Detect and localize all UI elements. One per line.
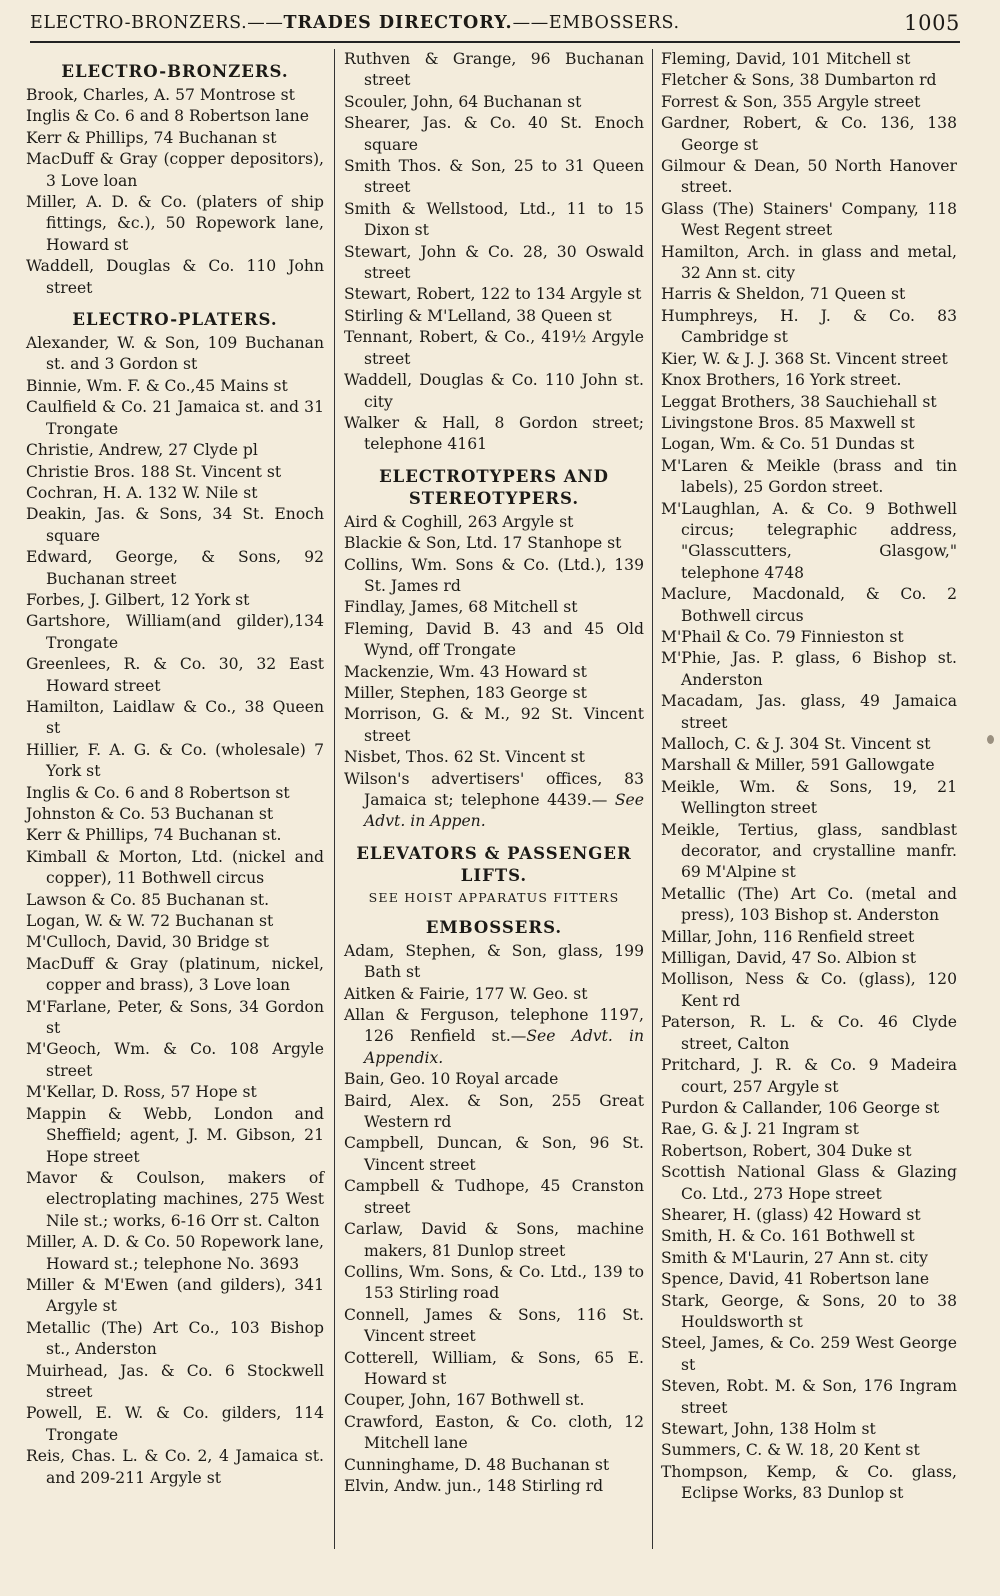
elevators-heading-line-2: LIFTS. [460,865,528,885]
directory-entry: Stewart, John, 138 Holm st [661,1420,876,1438]
directory-entry: Hamilton, Arch. in glass and metal, 32 Ann st. city [661,242,957,283]
directory-entry: Smith, H. & Co. 161 Bothwell st [661,1227,915,1246]
directory-entry: M'Laren & Meikle (brass and tin labels), 25 Gordon street. [661,456,957,497]
directory-entry: Marshall & Miller, 591 Gallowgate [661,756,935,775]
directory-entry: Mollison, Ness & Co. (glass), 120 Kent rd [661,970,957,1010]
directory-entry: Johnston & Co. 53 Buchanan st [26,805,274,823]
directory-entry: Connell, James & Sons, 116 St. Vincent street [344,1305,644,1346]
directory-entry: Fleming, David B. 43 and 45 Old Wynd, off Trongate [344,619,644,660]
directory-entry: Summers, C. & W. 18, 20 Kent st [661,1441,920,1460]
directory-entry: Malloch, C. & J. 304 St. Vincent st [661,735,931,753]
directory-entry: Knox Brothers, 16 York street. [661,371,902,390]
directory-entry: Harris & Sheldon, 71 Queen st [661,285,906,304]
directory-entry: Paterson, R. L. & Co. 46 Clyde street, Calton [661,1013,957,1053]
embossers-list-part-2 [344,1069,644,1497]
directory-entry: Steel, James, & Co. 259 West George st [661,1334,957,1374]
electro-bronzers-list [26,85,324,299]
directory-entry: M'Geoch, Wm. & Co. 108 Argyle street [26,1040,324,1080]
directory-entry: Muirhead, Jas. & Co. 6 Stockwell street [26,1361,324,1401]
directory-entry: Campbell, Duncan, & Son, 96 St. Vincent street [344,1134,644,1174]
directory-entry: Millar, John, 116 Renfield street [661,927,915,946]
directory-entry: M'Farlane, Peter, & Sons, 34 Gordon st [26,997,324,1038]
embossers-list-part-3 [661,49,957,1505]
directory-entry: Shearer, Jas. & Co. 40 St. Enoch square [344,114,644,154]
directory-entry: Scottish National Glass & Glazing Co. Ltd., 273 Hope street [661,1163,957,1203]
directory-entry: Collins, Wm. Sons & Co. (Ltd.), 139 St. James rd [344,555,644,595]
directory-entry: Maclure, Macdonald, & Co. 2 Bothwell circus [661,585,957,625]
directory-entry: Mappin & Webb, London and Sheffield; agent, J. M. Gibson, 21 Hope street [26,1104,324,1166]
directory-entry: Fleming, David, 101 Mitchell st [661,50,911,68]
running-head-center-title: TRADES DIRECTORY. [283,13,513,33]
directory-entry: Humphreys, H. J. & Co. 83 Cambridge st [661,306,957,347]
directory-entry: Gardner, Robert, & Co. 136, 138 George st [661,114,957,154]
directory-entry: Adam, Stephen, & Son, glass, 199 Bath st [344,941,644,982]
directory-entry: Hamilton, Laidlaw & Co., 38 Queen st [26,697,324,738]
directory-entry: Caulfield & Co. 21 Jamaica st. and 31 Trongate [26,398,324,438]
directory-entry: Stark, George, & Sons, 20 to 38 Houldsworth st [661,1291,957,1331]
directory-entry: Logan, Wm. & Co. 51 Dundas st [661,435,915,454]
directory-entry: M'Laughlan, A. & Co. 9 Bothwell circus; telegraphic address, "Glasscutters, Glasgow," telephone 4748 [661,499,957,582]
directory-entry: M'Culloch, David, 30 Bridge st [26,933,269,952]
directory-entry: Metallic (The) Art Co., 103 Bishop st., Anderston [26,1318,324,1359]
directory-entry: Smith & M'Laurin, 27 Ann st. city [661,1248,928,1267]
directory-entry: Shearer, H. (glass) 42 Howard st [661,1205,921,1224]
directory-entry: Collins, Wm. Sons, & Co. Ltd., 139 to 153 Stirling road [344,1262,644,1303]
directory-entry: Glass (The) Stainers' Company, 118 West Regent street [661,199,957,240]
directory-entry: M'Phie, Jas. P. glass, 6 Bishop st. Anderston [661,649,957,689]
column-3 [661,49,957,1505]
section-heading-electrotypers [344,466,644,510]
directory-entry: Reis, Chas. L. & Co. 2, 4 Jamaica st. and 209-211 Argyle st [26,1447,324,1487]
directory-entry: Fletcher & Sons, 38 Dumbarton rd [661,71,937,90]
directory-entry: Couper, John, 167 Bothwell st. [344,1391,585,1410]
running-head [30,8,960,38]
directory-entry: Smith & Wellstood, Ltd., 11 to 15 Dixon st [344,199,644,240]
directory-entry: Nisbet, Thos. 62 St. Vincent st [344,748,585,767]
cross-reference-note: SEE HOIST APPARATUS FITTERS [368,889,620,905]
directory-entry: Mackenzie, Wm. 43 Howard st [344,662,587,681]
directory-entry: Logan, W. & W. 72 Buchanan st [26,912,274,931]
directory-entry: Deakin, Jas. & Sons, 34 St. Enoch square [26,505,324,545]
directory-entry: Mavor & Coulson, makers of electroplating machines, 275 West Nile st.; works, 6-16 Orr st. Calton [26,1168,324,1230]
directory-entry [344,769,644,833]
directory-entry: Smith Thos. & Son, 25 to 31 Queen street [344,157,644,197]
running-head-dash: —— [512,13,549,33]
directory-entry: Macadam, Jas. glass, 49 Jamaica street [661,692,957,732]
directory-entry: Elvin, Andw. jun., 148 Stirling rd [344,1476,604,1495]
directory-entry: Forrest & Son, 355 Argyle street [661,92,921,111]
directory-entry: Morrison, G. & M., 92 St. Vincent street [344,705,644,745]
directory-entry: Kerr & Phillips, 74 Buchanan st [26,128,277,147]
directory-entry: Tennant, Robert, & Co., 419½ Argyle street [344,328,644,368]
embossers-list-part-1 [344,941,644,1005]
directory-entry [344,1005,644,1069]
directory-entry: Aird & Coghill, 263 Argyle st [344,512,574,531]
directory-entry: Campbell & Tudhope, 45 Cranston street [344,1177,644,1217]
directory-entry: Lawson & Co. 85 Buchanan st. [26,890,270,909]
directory-entry: Aitken & Fairie, 177 W. Geo. st [344,984,588,1003]
directory-entry: Gartshore, William(and gilder),134 Trongate [26,612,324,652]
directory-entry: Meikle, Tertius, glass, sandblast decorator, and crystalline manfr. 69 M'Alpine st [661,820,957,882]
directory-entry: Kerr & Phillips, 74 Buchanan st. [26,826,282,845]
column-divider [334,49,335,1549]
page-number: 1005 [904,11,960,35]
directory-entry: Hillier, F. A. G. & Co. (wholesale) 7 York st [26,740,324,781]
section-heading-electro-platers: ELECTRO-PLATERS. [72,310,278,330]
directory-entry: Robertson, Robert, 304 Duke st [661,1141,912,1160]
running-head-left-category: ELECTRO-BRONZERS. [30,13,248,33]
entry-text: Wilson's advertisers' offices, 83 Jamaica st; telephone 4439.— [344,769,644,809]
directory-entry: Brook, Charles, A. 57 Montrose st [26,86,295,104]
directory-entry: Thompson, Kemp, & Co. glass, Eclipse Works, 83 Dunlop st [661,1462,957,1503]
directory-entry: Greenlees, R. & Co. 30, 32 East Howard street [26,655,324,695]
directory-entry: Meikle, Wm. & Sons, 19, 21 Wellington street [661,777,957,818]
directory-entry: Forbes, J. Gilbert, 12 York st [26,590,250,609]
directory-entry: Kier, W. & J. J. 368 St. Vincent street [661,349,948,368]
column-1 [26,49,324,1489]
directory-entry: Edward, George, & Sons, 92 Buchanan street [26,548,324,588]
elevators-heading-line-1: ELEVATORS & PASSENGER [356,843,632,863]
directory-entry: Stirling & M'Lelland, 38 Queen st [344,306,612,325]
directory-entry: Livingstone Bros. 85 Maxwell st [661,413,915,432]
directory-entry: M'Phail & Co. 79 Finnieston st [661,627,904,646]
directory-entry: Stewart, John & Co. 28, 30 Oswald street [344,242,644,283]
directory-entry: Waddell, Douglas & Co. 110 John street [26,257,324,297]
directory-entry: Steven, Robt. M. & Son, 176 Ingram street [661,1377,957,1417]
directory-entry: Cochran, H. A. 132 W. Nile st [26,483,258,502]
directory-entry: Baird, Alex. & Son, 255 Great Western rd [344,1091,644,1132]
paper-speck [987,735,994,744]
directory-entry: Christie, Andrew, 27 Clyde pl [26,441,258,460]
directory-entry: M'Kellar, D. Ross, 57 Hope st [26,1083,257,1102]
electrotypers-heading-line-2: STEREOTYPERS. [408,488,580,508]
section-heading-embossers: EMBOSSERS. [425,917,563,937]
directory-entry: Binnie, Wm. F. & Co.,45 Mains st [26,376,288,395]
directory-entry: Cunninghame, D. 48 Buchanan st [344,1455,610,1474]
directory-entry: Cotterell, William, & Sons, 65 E. Howard st [344,1348,644,1388]
directory-entry: Pritchard, J. R. & Co. 9 Madeira court, 257 Argyle st [661,1056,957,1096]
directory-entry: Milligan, David, 47 So. Albion st [661,949,917,968]
directory-entry: Miller, A. D. & Co. 50 Ropework lane, Howard st.; telephone No. 3693 [26,1233,324,1273]
directory-entry: Purdon & Callander, 106 George st [661,1098,940,1117]
directory-entry: Waddell, Douglas & Co. 110 John st. city [344,371,644,411]
directory-entry: Ruthven & Grange, 96 Buchanan street [344,50,644,90]
running-head-dash: —— [247,13,284,33]
directory-entry: Powell, E. W. & Co. gilders, 114 Trongate [26,1404,324,1444]
directory-entry: Stewart, Robert, 122 to 134 Argyle st [344,285,642,304]
directory-entry: MacDuff & Gray (copper depositors), 3 Love loan [26,150,324,190]
directory-entry: Inglis & Co. 6 and 8 Robertson lane [26,107,309,126]
column-2 [344,49,644,1497]
directory-entry: Metallic (The) Art Co. (metal and press), 103 Bishop st. Anderston [661,884,957,925]
directory-entry: Spence, David, 41 Robertson lane [661,1270,930,1289]
running-head-right-category: EMBOSSERS. [548,13,680,33]
directory-entry: Kimball & Morton, Ltd. (nickel and copper), 11 Bothwell circus [26,847,324,888]
directory-entry: Scouler, John, 64 Buchanan st [344,92,582,111]
directory-entry: Rae, G. & J. 21 Ingram st [661,1120,859,1139]
directory-entry: Crawford, Easton, & Co. cloth, 12 Mitchell lane [344,1412,644,1453]
directory-entry: Leggat Brothers, 38 Sauchiehall st [661,392,937,411]
section-heading-elevators [344,843,644,887]
running-head-title [30,13,680,33]
directory-entry: Blackie & Son, Ltd. 17 Stanhope st [344,534,622,553]
directory-entry: Bain, Geo. 10 Royal arcade [344,1070,559,1089]
see-advert-reference: See Advt. in Appendix. [364,1027,644,1067]
directory-entry: Christie Bros. 188 St. Vincent st [26,462,282,481]
directory-entry: Miller & M'Ewen (and gilders), 341 Argyle st [26,1275,324,1316]
directory-entry: Findlay, James, 68 Mitchell st [344,598,578,617]
directory-entry: Miller, Stephen, 183 George st [344,683,587,702]
entry-text: Allan & Ferguson, telephone 1197, 126 Renfield st.— [344,1006,644,1046]
directory-entry: Walker & Hall, 8 Gordon street; telephone 4161 [344,413,644,454]
directory-entry: Miller, A. D. & Co. (platers of ship fittings, &c.), 50 Ropework lane, Howard st [26,193,324,254]
electro-platers-list-part-1 [26,333,324,1489]
electrotypers-heading-line-1: ELECTROTYPERS AND [379,466,609,486]
directory-entry: Alexander, W. & Son, 109 Buchanan st. and 3 Gordon st [26,334,324,374]
see-advert-reference: See Advt. in Appen. [364,791,644,831]
directory-entry: Carlaw, David & Sons, machine makers, 81 Dunlop street [344,1220,644,1260]
directory-entry: Inglis & Co. 6 and 8 Robertson st [26,783,290,802]
header-rule [30,41,960,43]
section-heading-electro-bronzers: ELECTRO-BRONZERS. [61,62,289,81]
directory-entry: MacDuff & Gray (platinum, nickel, copper and brass), 3 Love loan [26,954,324,995]
directory-entry: Gilmour & Dean, 50 North Hanover street. [661,157,957,197]
column-divider [652,49,653,1549]
electrotypers-list [344,512,644,769]
electro-platers-list-part-2 [344,49,644,456]
